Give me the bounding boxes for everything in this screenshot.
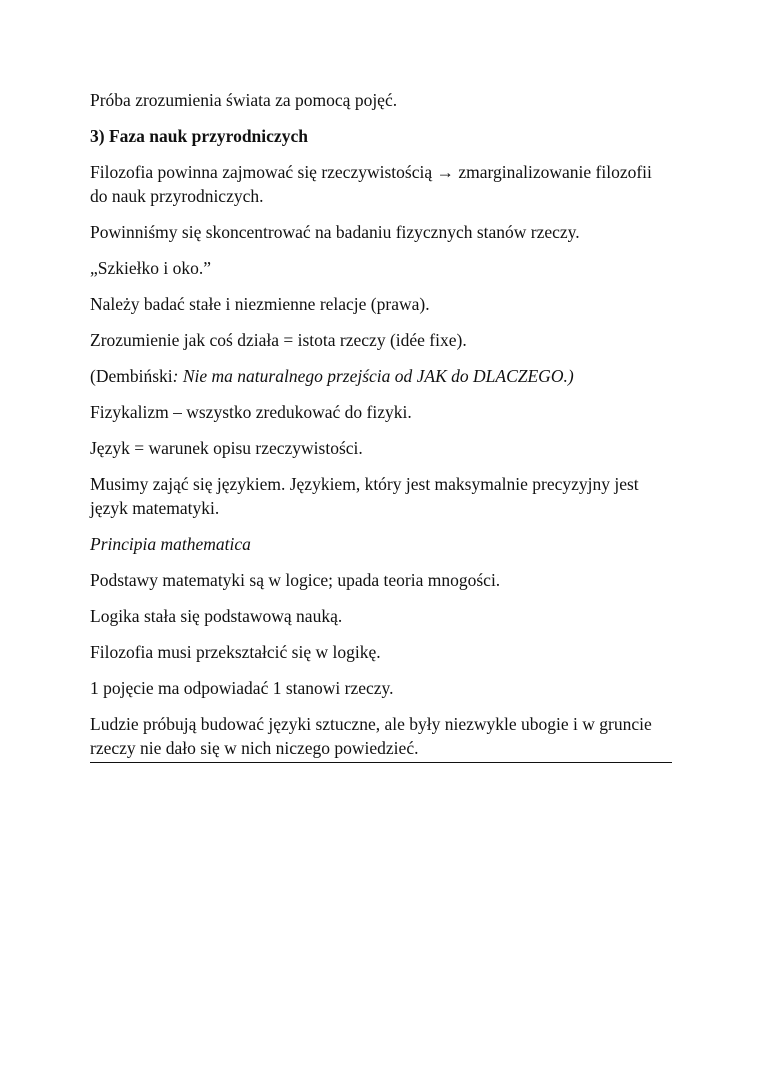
paragraph-quote: „Szkiełko i oko.”	[90, 258, 212, 278]
paragraph-laws: Należy badać stałe i niezmienne relacje (prawa).	[90, 294, 430, 314]
paragraph-foundations: Podstawy matematyki są w logice; upada teoria mnogości.	[90, 570, 501, 590]
paragraph-one-concept: 1 pojęcie ma odpowiadać 1 stanowi rzeczy.	[90, 678, 394, 698]
dembinski-name: (Dembiński	[90, 366, 173, 386]
paragraph-physical-states: Powinniśmy się skoncentrować na badaniu fizycznych stanów rzeczy.	[90, 222, 580, 242]
paragraph-essence: Zrozumienie jak coś działa = istota rzeczy (idée fixe).	[90, 330, 467, 350]
paragraph-dembinski	[90, 364, 672, 388]
paragraph-reality: Filozofia powinna zajmować się rzeczywistością → zmarginalizowanie filozofii do nauk przyrodniczych.	[90, 162, 652, 206]
paragraph-logic-science: Logika stała się podstawową nauką.	[90, 606, 343, 626]
paragraph-mathematics-language: Musimy zająć się językiem. Językiem, który jest maksymalnie precyzyjny jest język matematyki.	[90, 474, 639, 518]
dembinski-quote: Nie ma naturalnego przejścia od JAK do DLACZEGO.)	[178, 366, 574, 386]
paragraph-language: Język = warunek opisu rzeczywistości.	[90, 438, 363, 458]
paragraph-concepts: Próba zrozumienia świata za pomocą pojęć.	[90, 90, 398, 110]
dembinski-colon: :	[172, 366, 179, 386]
paragraph-principia: Principia mathematica	[90, 534, 251, 554]
document-page	[90, 88, 672, 763]
paragraph-artificial-languages: Ludzie próbują budować języki sztuczne, ale były niezwykle ubogie i w gruncie rzeczy nie dało się w nich niczego powiedzieć.	[90, 712, 672, 763]
section-heading: 3) Faza nauk przyrodniczych	[90, 126, 308, 146]
paragraph-physicalism: Fizykalizm – wszystko zredukować do fizyki.	[90, 402, 412, 422]
paragraph-philosophy-logic: Filozofia musi przekształcić się w logikę.	[90, 642, 381, 662]
